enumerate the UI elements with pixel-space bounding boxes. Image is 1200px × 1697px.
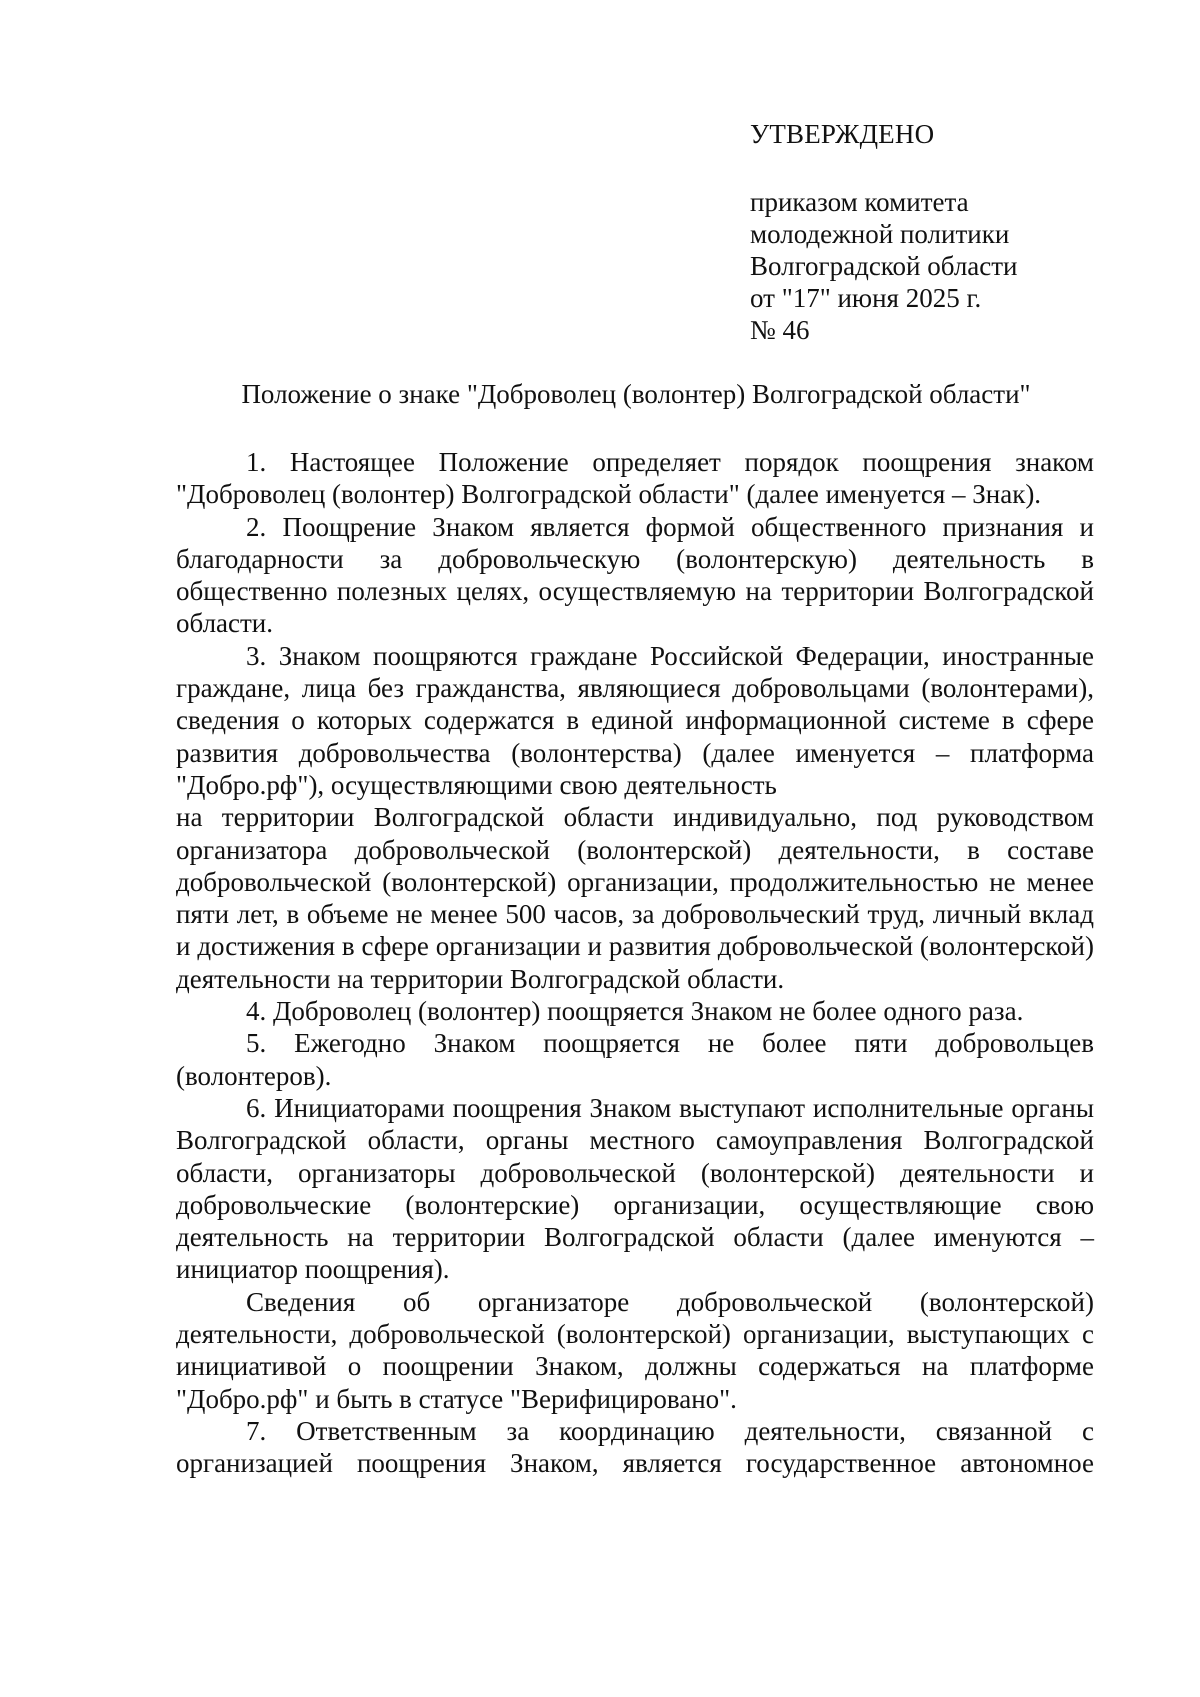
paragraph-2: 2. Поощрение Знаком является формой общественного признания и благодарности за добровольческую (волонтерскую) деятельность в общественно полезных целях, осуществляемую на территории Волгоградской области.: [176, 511, 1094, 639]
paragraph-5: 5. Ежегодно Знаком поощряется не более пяти добровольцев (волонтеров).: [176, 1028, 1094, 1091]
paragraph-7: 7. Ответственным за координацию деятельности, связанной с организацией поощрения Знаком, является государственное автономное: [176, 1415, 1094, 1479]
paragraph-3-continued: на территории Волгоградской области индивидуально, под руководством организатора добровольческой (волонтерской) деятельности, в составе добровольческой (волонтерской) организации, продолжительностью не менее пяти лет, в объеме не менее 500 часов, за добровольческий труд, личный вклад и достижения в сфере организации и развития добровольческой (волонтерской) деятельности на территории Волгоградской области.: [176, 802, 1094, 994]
approval-line: молодежной политики: [750, 219, 1010, 249]
paragraph-1: 1. Настоящее Положение определяет порядок поощрения знаком "Доброволец (волонтер) Волгоградской области" (далее именуется – Знак).: [176, 447, 1094, 510]
paragraph-3: 3. Знаком поощряются граждане Российской Федерации, иностранные граждане, лица без гражданства, являющиеся добровольцами (волонтерами), сведения о которых содержатся в единой информационной системе в сфере развития добровольчества (волонтерства) (далее именуется – платформа "Добро.рф"), осуществляющими свою деятельность: [176, 640, 1094, 800]
paragraph-4: 4. Доброволец (волонтер) поощряется Знаком не более одного раза.: [246, 996, 1024, 1027]
approval-date: от "17" июня 2025 г.: [750, 283, 982, 313]
approval-heading: УТВЕРЖДЕНО: [750, 119, 935, 149]
paragraph-6: 6. Инициаторами поощрения Знаком выступают исполнительные органы Волгоградской области, органы местного самоуправления Волгоградской области, организаторы добровольческой (волонтерской) деятельности и добровольческие (волонтерские) организации, осуществляющие свою деятельность на территории Волгоградской области (далее именуются – инициатор поощрения).: [176, 1092, 1094, 1285]
paragraph-6-details: Сведения об организаторе добровольческой (волонтерской) деятельности, добровольческой (волонтерской) организации, выступающих с инициативой о поощрении Знаком, должны содержаться на платформе "Добро.рф" и быть в статусе "Верифицировано".: [176, 1286, 1094, 1414]
approval-number: № 46: [750, 315, 810, 345]
approval-stamp: [750, 118, 1070, 346]
approval-line: Волгоградской области: [750, 251, 1018, 281]
document-body: [176, 446, 1094, 1480]
approval-line: приказом комитета: [750, 187, 969, 217]
document-title: Положение о знаке "Доброволец (волонтер) Волгоградской области": [241, 379, 1031, 409]
